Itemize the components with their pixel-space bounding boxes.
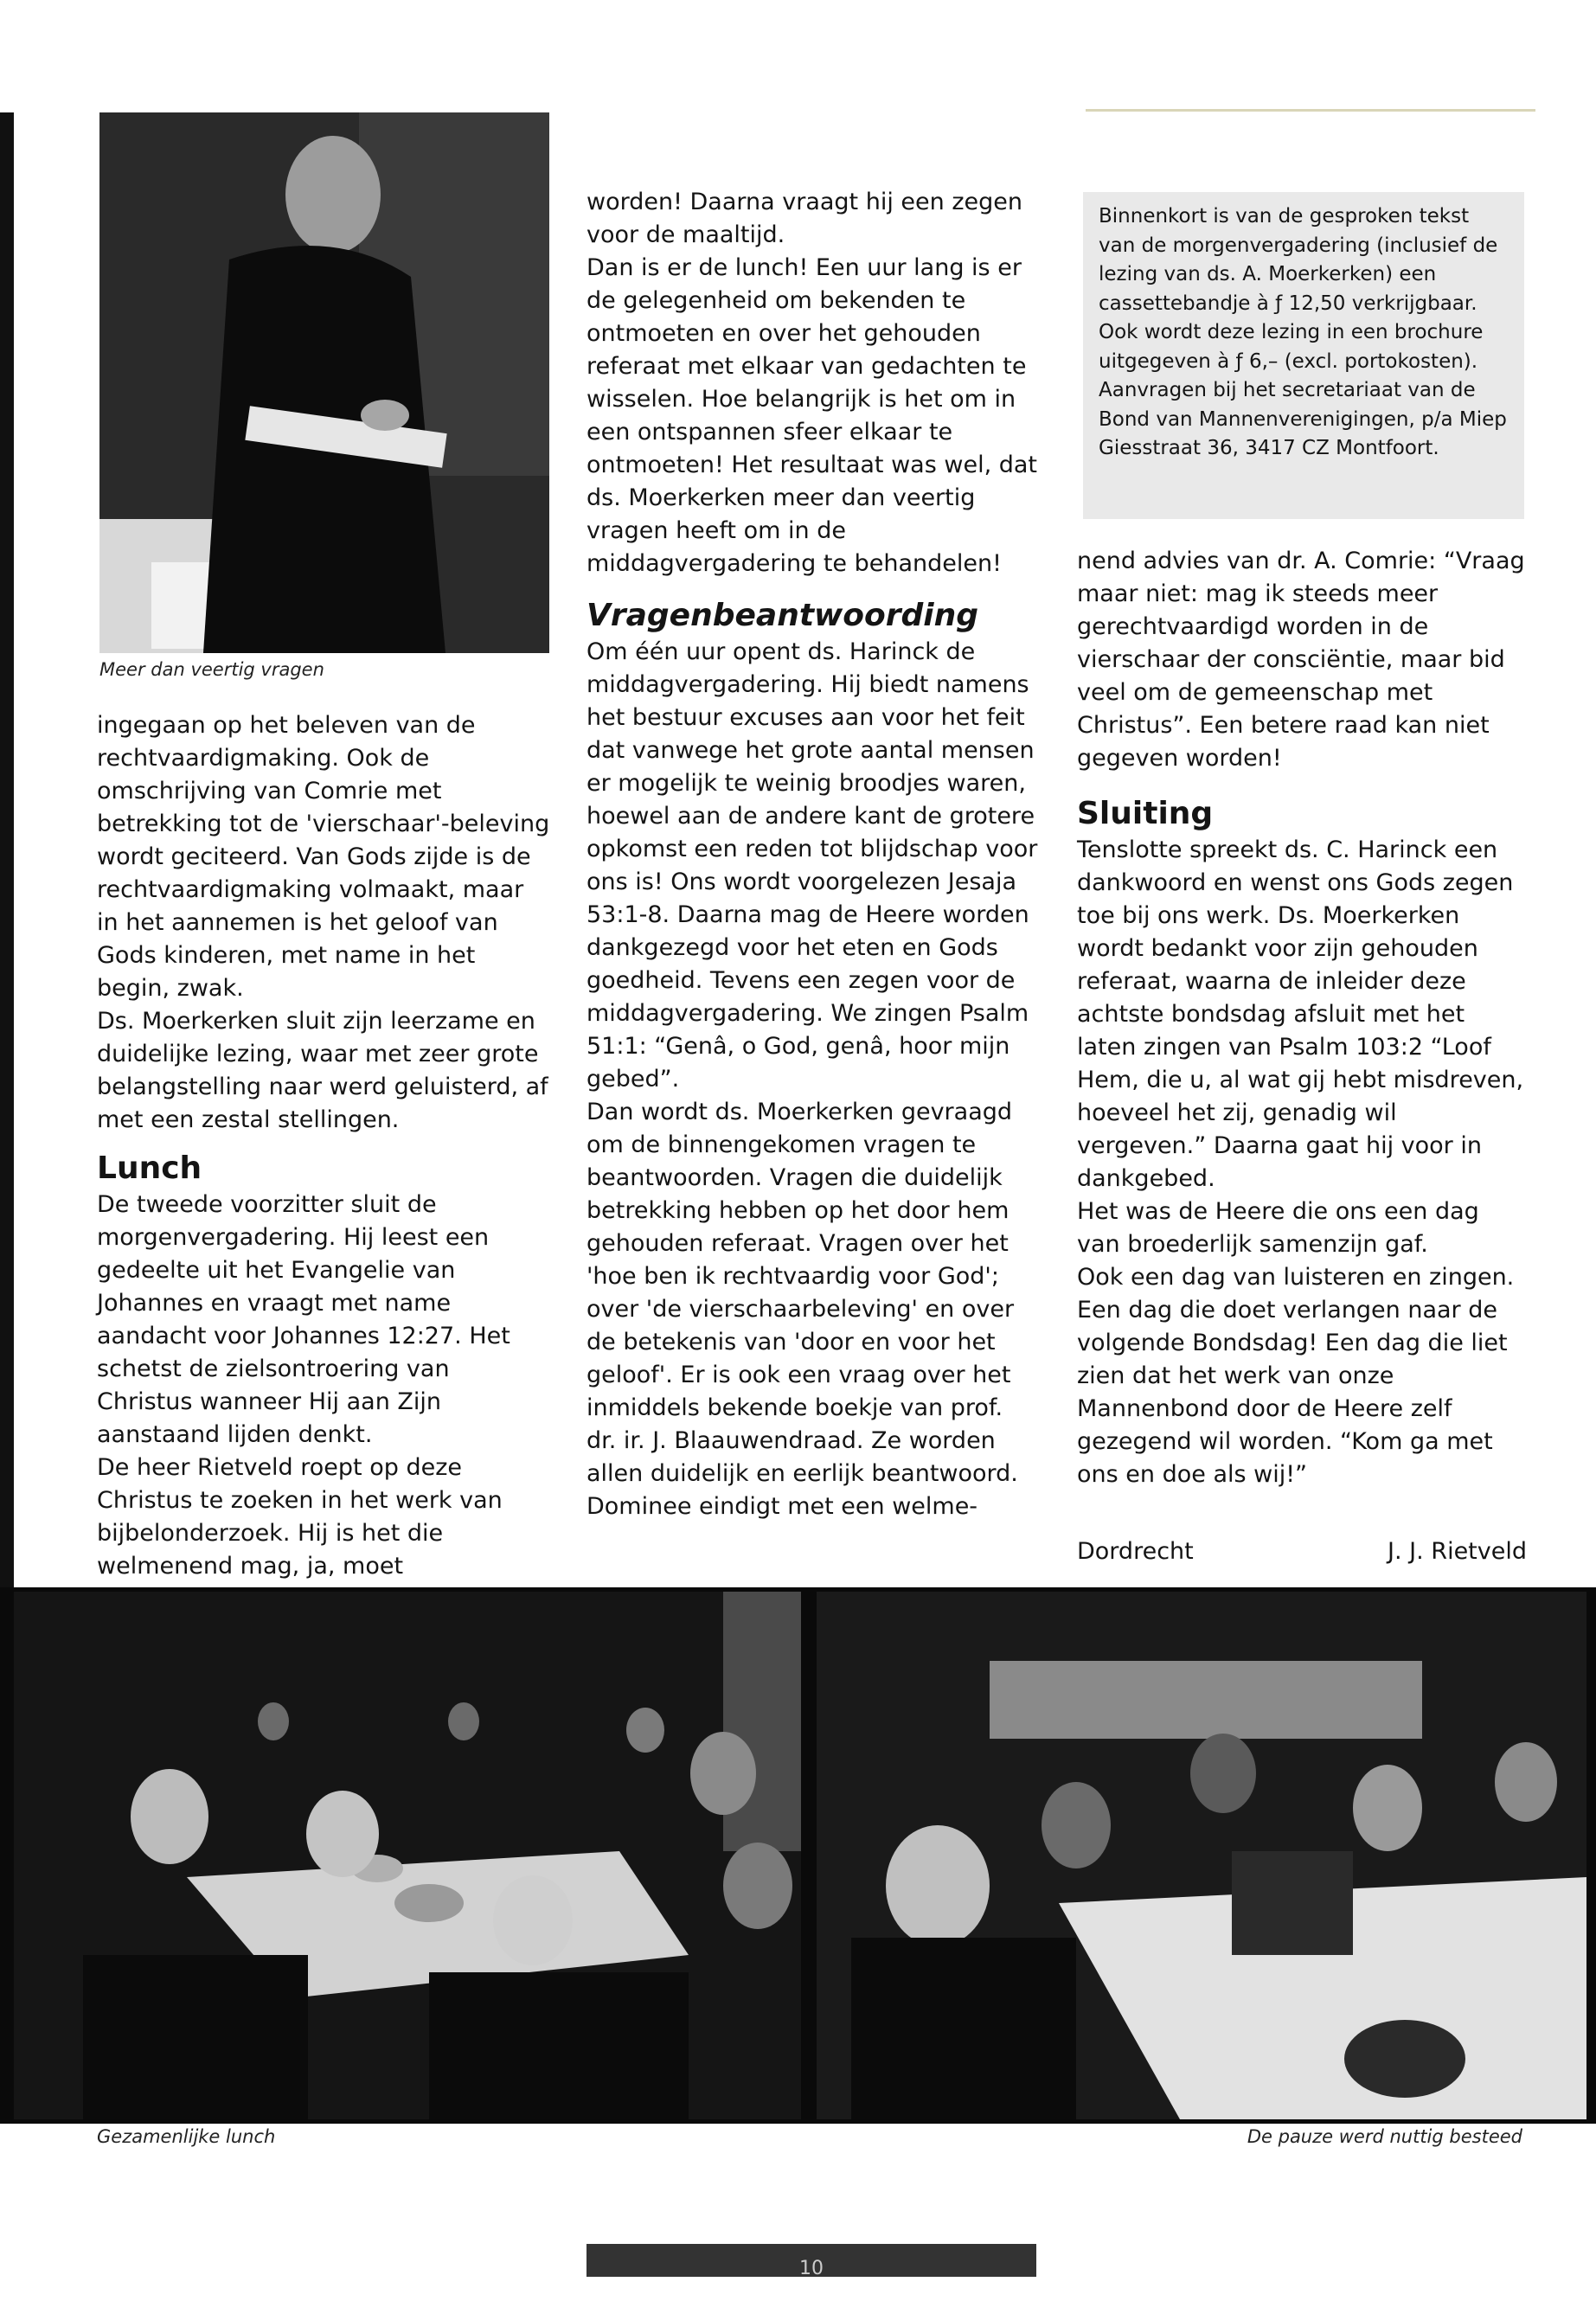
lunch-photo xyxy=(14,1592,801,2119)
col3-paragraph: nend advies van dr. A. Comrie: “Vraag maar niet: mag ik steeds meer gerechtvaardigd worden in de vierschaar der consciëntie, maar bid veel om de gemeenschap met Christus”. Een betere raad kan niet gegeven worden! xyxy=(1077,548,1525,772)
column-1 xyxy=(97,709,551,1616)
heading-lunch: Lunch xyxy=(97,1150,202,1186)
col2-paragraph: Dan wordt ds. Moerkerken gevraagd om de binnengekomen vragen te beantwoorden. Vragen die duidelijk betrekking hebben op het door hem gehouden referaat. Vragen over het 'hoe ben ik rechtvaardig voor God'; over 'de vierschaarbeleving' en over de betekenis van 'door en voor het geloof'. Er is ook een vraag over het inmiddels bekende boekje van prof. dr. ir. J. Blaauwendraad. Ze worden allen duidelijk en eerlijk beantwoord. Dominee eindigt met een welme- xyxy=(586,1099,1018,1520)
column-3 xyxy=(1077,545,1527,1491)
col1-paragraph: ingegaan op het beleven van de rechtvaardigmaking. Ook de omschrijving van Comrie met betrekking tot de 'vierschaar'-beleving wordt geciteerd. Van Gods zijde is de rechtvaardigmaking volmaakt, maar in het aannemen is het geloof van Gods kinderen, met name in het begin, zwak. xyxy=(97,712,550,1002)
col1-paragraph: De tweede voorzitter sluit de morgenvergadering. Hij leest een gedeelte uit het Evangelie van Johannes en vraagt met name aandacht voor Johannes 12:27. Het schetst de zielsontroering van Christus wanneer Hij aan Zijn aanstaand lijden denkt. xyxy=(97,1191,510,1448)
caption-bottom-right: De pauze werd nuttig besteed xyxy=(1247,2126,1522,2147)
col1-paragraph: De heer Rietveld roept op deze Christus te zoeken in het werk van bijbelonderzoek. Hij is het die welmenend mag, ja, moet xyxy=(97,1454,503,1580)
col3-paragraph: Het was de Heere die ons een dag van broederlijk samenzijn gaf. xyxy=(1077,1198,1479,1258)
break-photo xyxy=(817,1592,1586,2119)
heading-vragenbeantwoording: Vragenbeantwoording xyxy=(586,598,979,633)
speaker-photo xyxy=(99,112,549,653)
caption-top-photo: Meer dan veertig vragen xyxy=(99,659,324,680)
heading-sluiting: Sluiting xyxy=(1077,796,1214,831)
left-edge-bar xyxy=(0,112,14,1587)
column-2 xyxy=(586,186,1038,1523)
info-box-text: Binnenkort is van de gesproken tekst van de morgenvergadering (inclusief de lezing van ds. A. Moerkerken) een cassettebandje à ƒ 12,50 verkrijgbaar. Ook wordt deze lezing in een brochure uitgegeven à ƒ 6,– (excl. portokosten). Aanvragen bij het secretariaat van de Bond van Mannenverenigingen, p/a Miep Giesstraat 36, 3417 CZ Montfoort. xyxy=(1099,205,1507,459)
signoff-author: J. J. Rietveld xyxy=(1388,1538,1527,1565)
signoff-place: Dordrecht xyxy=(1077,1538,1194,1565)
page-number: 10 xyxy=(799,2258,824,2279)
info-box xyxy=(1083,192,1524,519)
col2-paragraph: Om één uur opent ds. Harinck de middagvergadering. Hij biedt namens het bestuur excuses aan voor het feit dat vanwege het grote aantal mensen er mogelijk te weinig broodjes waren, hoewel aan de andere kant de grotere opkomst een reden tot blijdschap voor ons is! Ons wordt voorgelezen Jesaja 53:1-8. Daarna mag de Heere worden dankgezegd voor het eten en Gods goedheid. Tevens een zegen voor de middagvergadering. We zingen Psalm 51:1: “Genâ, o God, genâ, hoor mijn gebed”. xyxy=(586,638,1038,1093)
col2-paragraph: Dan is er de lunch! Een uur lang is er de gelegenheid om bekenden te ontmoeten en over het gehouden referaat met elkaar van gedachten te wisselen. Hoe belangrijk is het om in een ontspannen sfeer elkaar te ontmoeten! Het resultaat was wel, dat ds. Moerkerken meer dan veertig vragen heeft om in de middagvergadering te behandelen! xyxy=(586,254,1038,577)
col2-paragraph: worden! Daarna vraagt hij een zegen voor de maaltijd. xyxy=(586,189,1022,248)
top-rule xyxy=(1086,109,1535,112)
col1-paragraph: Ds. Moerkerken sluit zijn leerzame en duidelijke lezing, waar met zeer grote belangstelling naar werd geluisterd, af met een zestal stellingen. xyxy=(97,1008,548,1133)
col3-paragraph: Ook een dag van luisteren en zingen. Een dag die doet verlangen naar de volgende Bondsdag! Een dag die liet zien dat het werk van onze Mannenbond door de Heere zelf gezegend wil worden. “Kom ga met ons en doe als wij!” xyxy=(1077,1264,1515,1488)
caption-bottom-left: Gezamenlijke lunch xyxy=(97,2126,276,2147)
col3-paragraph: Tenslotte spreekt ds. C. Harinck een dankwoord en wenst ons Gods zegen toe bij ons werk. Ds. Moerkerken wordt bedankt voor zijn gehouden referaat, waarna de inleider deze achtste bondsdag afsluit met het laten zingen van Psalm 103:2 “Loof Hem, die u, al wat gij hebt misdreven, hoeveel het zij, genadig wil vergeven.” Daarna gaat hij voor in dankgebed. xyxy=(1077,836,1524,1192)
